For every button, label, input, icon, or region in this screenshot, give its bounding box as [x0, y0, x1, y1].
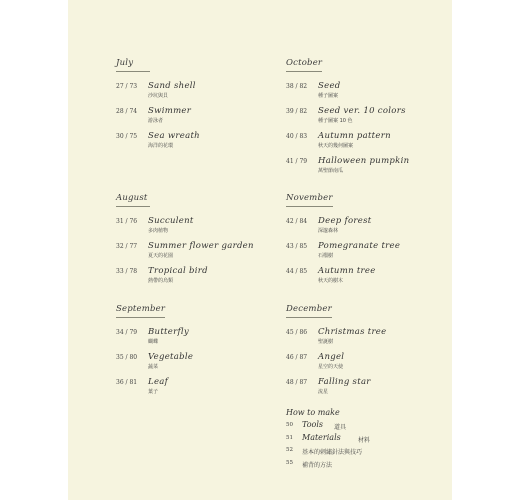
page-number: 27 / 73 — [116, 83, 138, 90]
page-number: 48 / 87 — [286, 379, 308, 386]
list-item — [286, 216, 372, 242]
section-august — [116, 185, 254, 292]
entry-subtitle: 聖誕樹 — [318, 339, 334, 345]
entry-title: Butterfly — [148, 327, 190, 337]
how-to-make-section — [286, 408, 371, 471]
list-item — [116, 327, 190, 353]
entry-title: Christmas tree — [318, 327, 387, 337]
section-title: November — [286, 193, 333, 207]
page-number: 36 / 81 — [116, 379, 138, 386]
list-item — [116, 377, 169, 403]
entry-title: Materials — [302, 432, 341, 442]
entry-subtitle: 星空的天使 — [318, 364, 344, 370]
page-number: 35 / 80 — [116, 354, 138, 361]
entry-subtitle: 海洋的花環 — [148, 143, 174, 149]
list-item — [286, 241, 401, 267]
entry-title: Summer flower garden — [148, 241, 254, 251]
list-item — [286, 352, 345, 378]
section-november — [286, 185, 401, 292]
page-number: 55 — [286, 459, 293, 466]
entry-subtitle: 深邃森林 — [318, 228, 339, 234]
page-number: 33 / 78 — [116, 268, 138, 275]
page-number: 43 / 85 — [286, 243, 308, 250]
section-july — [116, 50, 200, 157]
entry-subtitle: 蔬菜 — [148, 364, 159, 370]
entry-title: Deep forest — [318, 216, 372, 226]
section-title: October — [286, 58, 322, 72]
list-item — [116, 106, 192, 132]
page-number: 38 / 82 — [286, 83, 308, 90]
list-item — [116, 241, 254, 267]
section-title: July — [116, 58, 150, 72]
page-number: 30 / 75 — [116, 133, 138, 140]
entry-title: Leaf — [148, 377, 169, 387]
entry-subtitle: 補背的方法 — [302, 461, 333, 469]
entry-subtitle: 多肉植物 — [148, 228, 169, 234]
list-item — [286, 131, 391, 157]
section-title: September — [116, 304, 165, 318]
entry-subtitle: 夏天的花園 — [148, 253, 174, 259]
list-item — [116, 131, 200, 157]
entry-title: Tools — [302, 420, 324, 429]
entry-subtitle: 沙坑與貝 — [148, 93, 169, 99]
page-number: 41 / 79 — [286, 158, 308, 165]
list-item — [116, 266, 208, 292]
entry-title: Seed — [318, 81, 341, 91]
list-item — [286, 156, 410, 182]
page-number: 31 / 76 — [116, 218, 138, 225]
entry-subtitle: 道具 — [334, 424, 347, 431]
list-item — [286, 446, 363, 459]
list-item — [286, 81, 341, 107]
page-number: 32 / 77 — [116, 243, 138, 250]
entry-subtitle: 萬聖節南瓜 — [318, 168, 344, 174]
page-number: 52 — [286, 447, 293, 453]
entry-title: Autumn tree — [318, 266, 376, 276]
page-number: 34 / 79 — [116, 329, 138, 336]
entry-subtitle: 流星 — [318, 389, 329, 395]
entry-subtitle: 種子圖案 10 色 — [318, 118, 353, 124]
page-number: 50 — [286, 422, 293, 428]
entry-subtitle: 游泳者 — [148, 118, 164, 124]
entry-subtitle: 蝴蝶 — [148, 339, 159, 345]
entry-title: Succulent — [148, 216, 194, 226]
page-number: 44 / 85 — [286, 268, 308, 275]
entry-title: Sea wreath — [148, 131, 200, 141]
list-item — [286, 327, 387, 353]
entry-title: Swimmer — [148, 106, 192, 116]
entry-title: Sand shell — [148, 81, 196, 91]
entry-subtitle: 材料 — [358, 436, 371, 444]
entry-subtitle: 熱帶的烏類 — [148, 278, 174, 284]
contents-page — [68, 0, 452, 500]
page-number: 51 — [286, 434, 293, 441]
entry-title: Tropical bird — [148, 266, 208, 276]
entry-subtitle: 石榴樹 — [318, 253, 334, 259]
entry-title: Halloween pumpkin — [318, 156, 410, 166]
entry-title: Angel — [318, 352, 345, 362]
list-item — [286, 377, 371, 403]
entry-subtitle: 秋天的樹木 — [318, 278, 344, 284]
section-title: How to make — [286, 408, 340, 417]
entry-subtitle: 秋天的幾何圖案 — [318, 143, 354, 149]
page-number: 46 / 87 — [286, 354, 308, 361]
list-item — [116, 352, 194, 378]
entry-title: Falling star — [318, 377, 371, 387]
list-item — [286, 459, 340, 472]
list-item — [286, 432, 371, 447]
section-title: December — [286, 304, 332, 318]
entry-title: Vegetable — [148, 352, 194, 362]
page-number: 39 / 82 — [286, 108, 308, 115]
list-item — [286, 266, 376, 292]
list-item — [286, 106, 406, 132]
page-number: 40 / 83 — [286, 133, 308, 140]
entry-title: Seed ver. 10 colors — [318, 106, 406, 116]
section-december — [286, 296, 387, 403]
page-number: 42 / 84 — [286, 218, 308, 225]
list-item — [116, 216, 194, 242]
section-october — [286, 50, 410, 182]
list-item — [116, 81, 196, 107]
section-september — [116, 296, 194, 403]
entry-title: Autumn pattern — [318, 131, 391, 141]
page-number: 28 / 74 — [116, 108, 138, 115]
entry-title: Pomegranate tree — [318, 241, 401, 251]
entry-subtitle: 基本的刺繡針法與技巧 — [302, 449, 363, 456]
entry-subtitle: 葉子 — [148, 389, 159, 395]
section-title: August — [116, 193, 150, 207]
entry-subtitle: 種子圖案 — [318, 93, 339, 99]
page-number: 45 / 86 — [286, 329, 308, 336]
